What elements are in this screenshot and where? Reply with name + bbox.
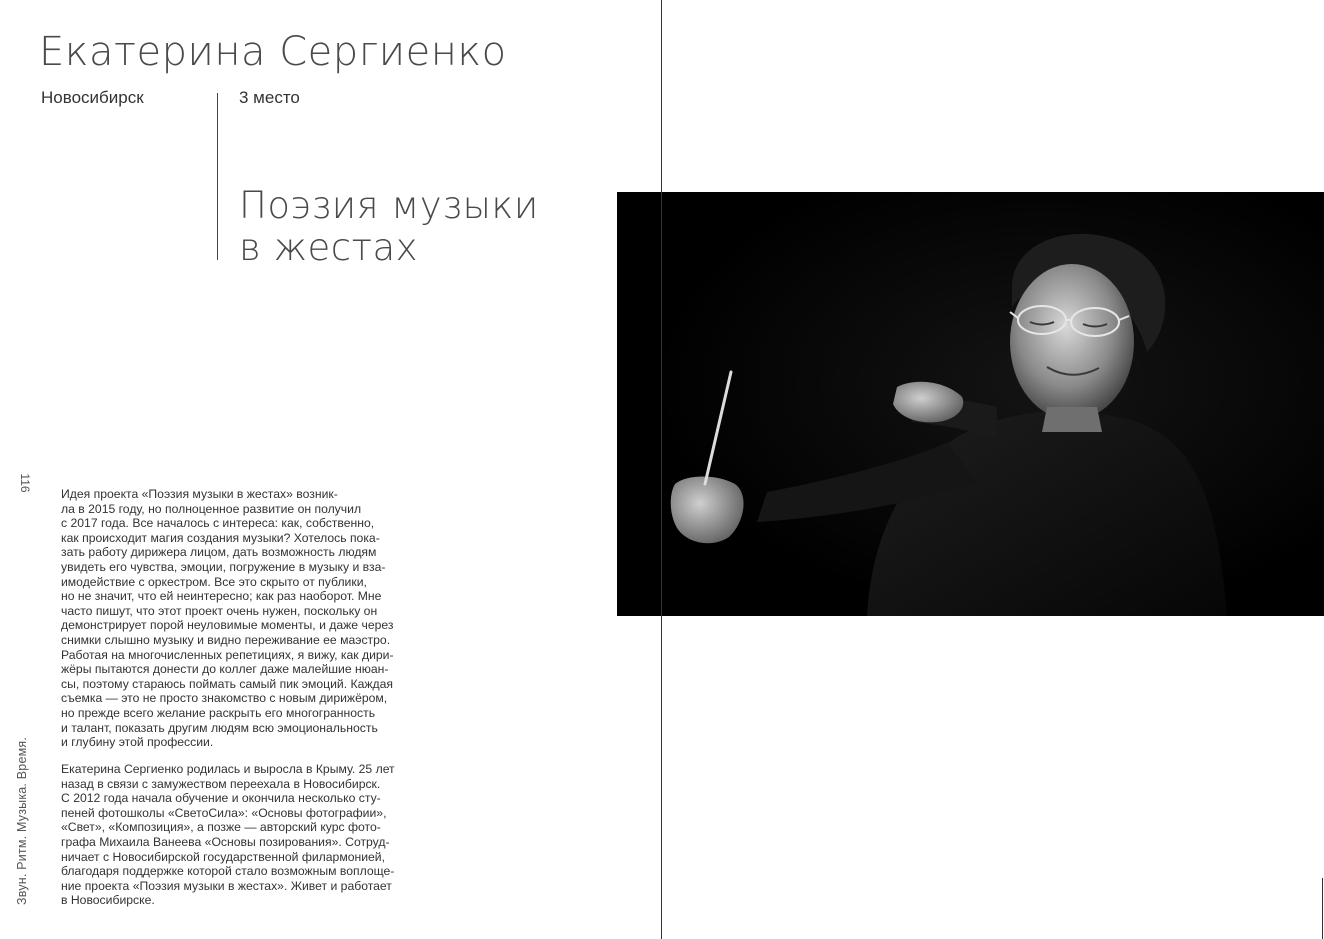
text-line: но не значит, что ей неинтересно; как раз наоборот. Мне	[61, 589, 382, 604]
text-line: ние проекта «Поэзия музыки в жестах». Живет и работает	[61, 878, 392, 893]
text-line: и талант, показать другим людям всю эмоциональность	[61, 720, 378, 735]
text-line: Работая на многочисленных репетициях, я вижу, как дири-	[61, 647, 394, 662]
text-line: пеней фотошколы «СветоСила»: «Основы фотографии»,	[61, 805, 387, 820]
text-line: и глубину этой профессии.	[61, 735, 214, 750]
page-number: 116	[18, 473, 32, 493]
text-line: но прежде всего желание раскрыть его многогранность	[61, 705, 376, 720]
author-city: Новосибирск	[41, 88, 144, 107]
spread-fold-line	[661, 0, 662, 939]
text-line: Идея проекта «Поэзия музыки в жестах» возник-	[61, 487, 338, 501]
text-line: графа Михаила Ванеева «Основы позирования». Сотруд-	[61, 834, 390, 849]
text-line: зать работу дирижера лицом, дать возможность людям	[61, 545, 377, 560]
text-line: снимки слышно музыку и видно переживание ее маэстро.	[61, 632, 391, 647]
text-line: в Новосибирске.	[61, 893, 155, 908]
text-line: С 2012 года начала обучение и окончила несколько сту-	[61, 791, 381, 806]
text-line: Екатерина Сергиенко родилась и выросла в Крыму. 25 лет	[61, 762, 395, 776]
text-line: ла в 2015 году, но полноценное развитие он получил	[61, 501, 362, 516]
project-title-line: Поэзия музыки	[239, 184, 539, 227]
text-line: съемка — это не просто знакомство с новым дирижёром,	[61, 691, 388, 706]
text-line: с 2017 года. Все началось с интереса: как, собственно,	[61, 516, 375, 531]
text-line: «Свет», «Композиция», а позже — авторский курс фото-	[61, 820, 381, 835]
project-title-line: в жестах	[239, 226, 419, 269]
text-line: увидеть его чувства, эмоции, погружение в музыку и вза-	[61, 559, 386, 574]
conductor-photo	[617, 192, 1324, 616]
text-line: имодействие с оркестром. Все это скрыто от публики,	[61, 574, 367, 589]
text-line: жёры пытаются донести до коллег даже малейшие нюан-	[61, 662, 389, 677]
text-line: сы, поэтому стараюсь поймать самый пик эмоций. Каждая	[61, 676, 394, 691]
text-line: как происходит магия создания музыки? Хотелось пока-	[61, 530, 380, 545]
text-line: назад в связи с замужеством переехала в Новосибирск.	[61, 776, 381, 791]
project-title	[239, 185, 539, 269]
conductor-with-baton-icon	[617, 192, 1324, 616]
author-name: Екатерина Сергиенко	[39, 29, 507, 75]
header-divider	[217, 93, 218, 260]
text-line: часто пишут, что этот проект очень нужен, поскольку он	[61, 603, 378, 618]
running-caption: Звун. Ритм. Музыка. Время.	[15, 736, 29, 905]
author-biography	[61, 762, 441, 908]
crop-mark	[1322, 878, 1323, 939]
award-place: 3 место	[239, 88, 300, 107]
text-line: благодаря поддержке которой стало возможным воплоще-	[61, 864, 395, 879]
text-line: демонстрирует порой неуловимые моменты, и даже через	[61, 618, 394, 633]
project-description	[61, 487, 441, 750]
text-line: ничает с Новосибирской государственной филармонией,	[61, 849, 385, 864]
